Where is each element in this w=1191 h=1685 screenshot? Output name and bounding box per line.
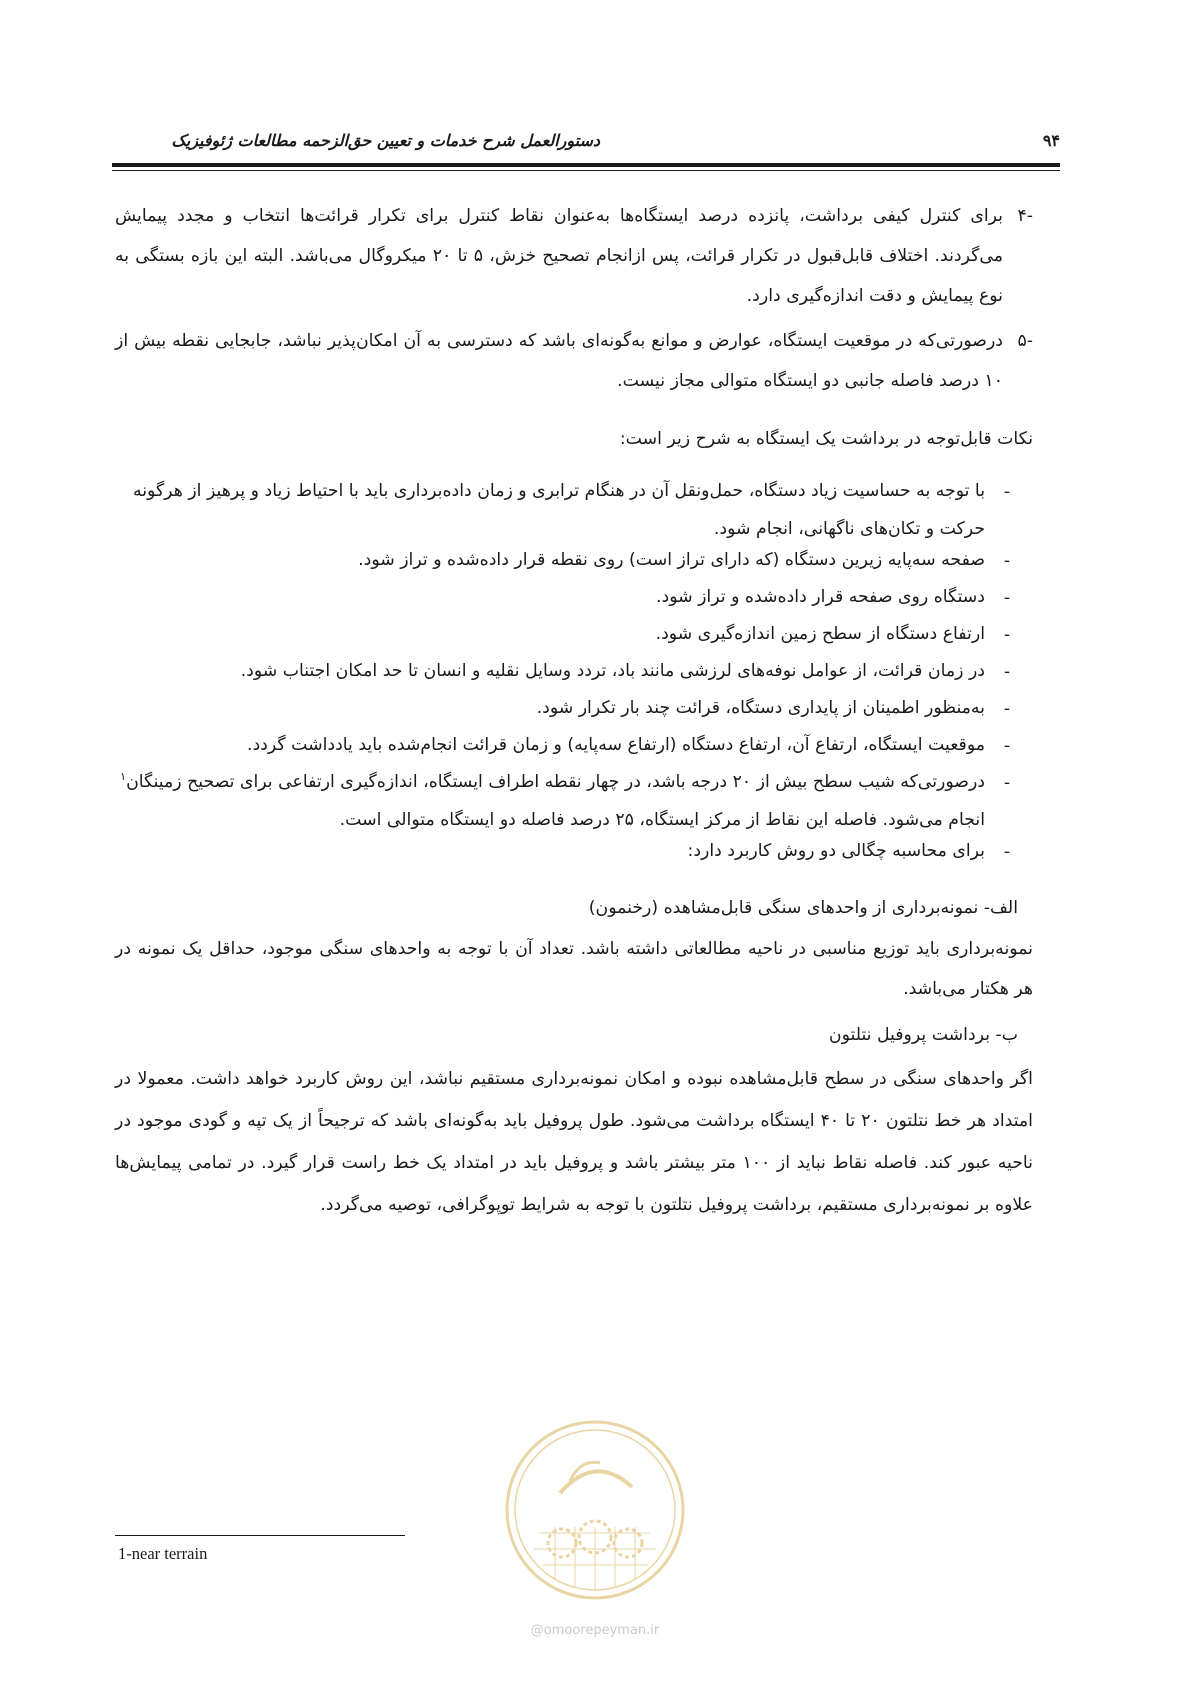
section-a-body: نمونه‌برداری باید توزیع مناسبی در ناحیه مطالعاتی داشته باشد. تعداد آن با توجه به واحدهای سنگی موجود، حداقل یک نمونه در هر هکتار می‌باشد. xyxy=(115,939,1033,999)
watermark-url: @omoorepeyman.ir xyxy=(530,1623,660,1638)
page-number: ۹۴ xyxy=(1042,131,1060,150)
seal-graphic xyxy=(500,1415,690,1605)
bullet-item: برای محاسبه چگالی دو روش کاربرد دارد: xyxy=(687,841,985,861)
numbered-item-marker: -۵ xyxy=(1017,331,1033,351)
footnote-text: 1-near terrain xyxy=(118,1544,208,1563)
watermark-seal-logo xyxy=(500,1415,690,1605)
footnote-rule xyxy=(115,1535,405,1536)
bullet-item: ارتفاع دستگاه از سطح زمین اندازه‌گیری شود. xyxy=(655,624,985,644)
bullet-item-slope xyxy=(115,763,985,839)
bullet-slope-text-before: درصورتی‌که شیب سطح بیش از ۲۰ درجه باشد، در چهار نقطه اطراف ایستگاه، اندازه‌گیری ارتفاعی برای تصحیح زمینگان xyxy=(126,772,985,792)
bullet-item: موقعیت ایستگاه، ارتفاع آن، ارتفاع دستگاه (ارتفاع سه‌پایه) و زمان قرائت انجام‌شده باید یادداشت گردد. xyxy=(246,735,985,755)
numbered-item-5 xyxy=(115,321,1033,401)
bullet-dash: - xyxy=(1003,773,1011,793)
bullet-dash: - xyxy=(1003,842,1011,862)
header-rule-thick xyxy=(112,163,1060,167)
running-header-title: دستورالعمل شرح خدمات و تعیین حق‌الزحمه مطالعات ژئوفیزیک xyxy=(171,131,600,150)
bullet-dash: - xyxy=(1003,736,1011,756)
section-b-heading: ب- برداشت پروفیل نتلتون xyxy=(828,1025,1018,1045)
bullet-dash: - xyxy=(1003,625,1011,645)
bullet-item: به‌منظور اطمینان از پایداری دستگاه، قرائت چند بار تکرار شود. xyxy=(536,698,985,718)
bullet-item: صفحه سه‌پایه زیرین دستگاه (که دارای تراز است) روی نقطه قرار داده‌شده و تراز شود. xyxy=(358,550,985,570)
bullet-dash: - xyxy=(1003,551,1011,571)
header-rule-thin xyxy=(112,170,1060,171)
section-a-heading: الف- نمونه‌برداری از واحدهای سنگی قابل‌مشاهده (رخنمون) xyxy=(588,898,1018,918)
bullet-item: دستگاه روی صفحه قرار داده‌شده و تراز شود. xyxy=(656,587,985,607)
numbered-item-4 xyxy=(115,196,1033,316)
numbered-item-marker: -۴ xyxy=(1017,206,1033,226)
bullet-slope-text-after: انجام می‌شود. فاصله این نقاط از مرکز ایستگاه، ۲۵ درصد فاصله دو ایستگاه متوالی است. xyxy=(339,810,985,830)
bullet-item: با توجه به حساسیت زیاد دستگاه، حمل‌ونقل آن در هنگام ترابری و زمان داده‌برداری باید با احتیاط زیاد و پرهیز از هرگونه حرکت و تکان‌های ناگهانی، انجام شود. xyxy=(132,481,985,539)
numbered-item-text: برای کنترل کیفی برداشت، پانزده درصد ایستگاه‌ها به‌عنوان نقاط کنترل برای تکرار قرائت‌ها انتخاب و مجدد پیمایش می‌گردند. اختلاف قابل‌قبول در تکرار قرائت، پس ازانجام تصحیح خزش، ۵ تا ۲۰ میکروگال می‌باشد. البته این بازه بستگی به نوع پیمایش و دقت اندازه‌گیری دارد. xyxy=(115,206,1004,306)
numbered-item-text: درصورتی‌که در موقعیت ایستگاه، عوارض و موانع به‌گونه‌ای باشد که دسترسی به آن امکان‌پذیر نباشد، جابجایی نقطه بیش از ۱۰ درصد فاصله جانبی دو ایستگاه متوالی مجاز نیست. xyxy=(115,331,1003,391)
footnote-reference[interactable]: ۱ xyxy=(120,770,127,784)
bullet-dash: - xyxy=(1003,588,1011,608)
bullet-item: در زمان قرائت، از عوامل نوفه‌های لرزشی مانند باد، تردد وسایل نقلیه و انسان تا حد امکان اجتناب شود. xyxy=(240,661,985,681)
bullet-dash: - xyxy=(1003,699,1011,719)
section-b-body: اگر واحدهای سنگی در سطح قابل‌مشاهده نبوده و امکان نمونه‌برداری مستقیم نباشد، این روش کاربرد خواهد داشت. معمولا در امتداد هر خط نتلتون ۲۰ تا ۴۰ ایستگاه برداشت می‌شود. طول پروفیل باید به‌گونه‌ای باشد که ترجیحاً از یک تپه و گودی موجود در ناحیه عبور کند. فاصله نقاط نباید از ۱۰۰ متر بیشتر باشد و پروفیل باید در امتداد یک خط راست قرار گیرد. در تمامی پیمایش‌ها علاوه بر نمونه‌برداری مستقیم، برداشت پروفیل نتلتون با توجه به شرایط توپوگرافی، توصیه می‌گردد. xyxy=(115,1069,1033,1215)
bullet-dash: - xyxy=(1003,482,1011,502)
intro-paragraph: نکات قابل‌توجه در برداشت یک ایستگاه به شرح زیر است: xyxy=(619,429,1033,449)
bullet-dash: - xyxy=(1003,662,1011,682)
